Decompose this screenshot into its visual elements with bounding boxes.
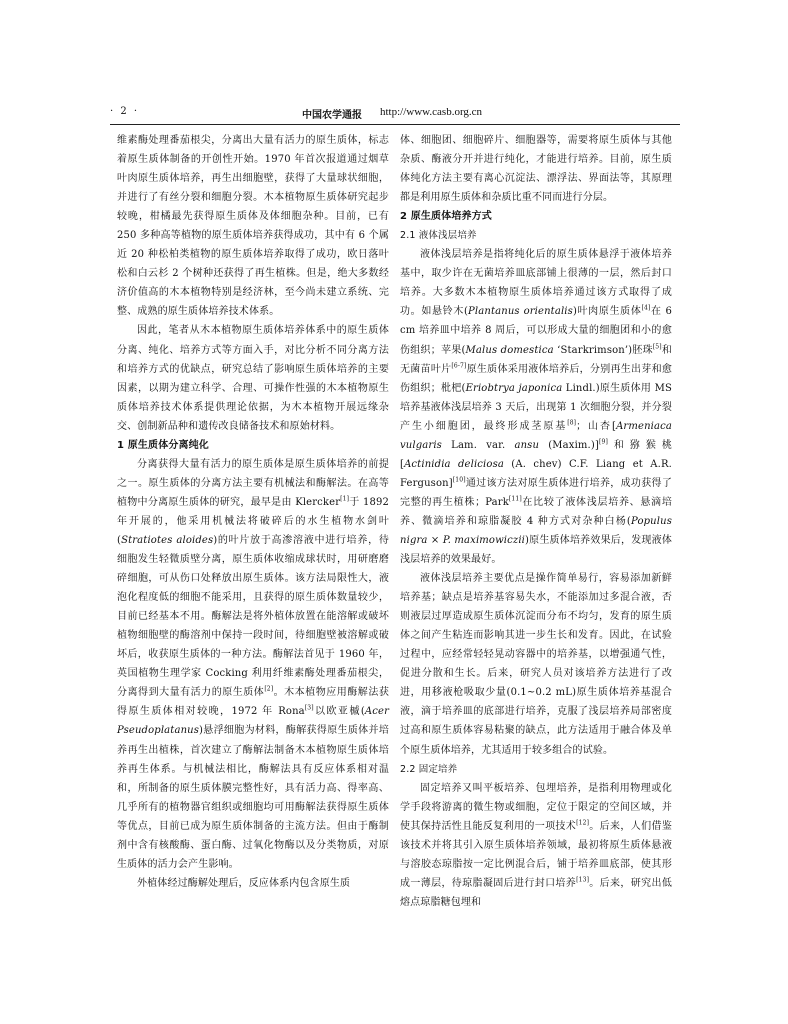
species-name: ansu (514, 439, 540, 451)
left-column (117, 131, 389, 893)
section-heading: 1 原生质体分离纯化 (117, 439, 209, 451)
citation[interactable]: [10] (452, 476, 466, 484)
paragraph: 分离获得大量有活力的原生质体是原生质体培养的前提之一。原生质体的分离方法主要有机械法和酶解法。在高等植物中分离原生质体的研究，最早是由 Klercker[1]于 1892 年开展的，他采用机械法将破碎后的水生植物水剑叶(Stratiotes aloides)的叶片放于高渗溶液中进行培养，待细胞发生轻微质壁分离，原生质体收缩成球状时，用研磨磨碎细胞，可从伤口处释放出原生质体。该方法局限性大，液泡化程度低的细胞不能采用，且获得的原生质体数量较少，目前已经基本不用。酶解法是将外植体放置在能溶解或破坏植物细胞壁的酶溶剂中保持一段时间，待细胞壁被溶解或破坏后，收获原生质体的一种方法。酶解法首见于 1960 年，英国植物生理学家 Cocking 利用纤维素酶处理番茄根尖，分离得到大量有活力的原生质体[2]。木本植物应用酶解法获得原生质体相对较晚，1972 年 Rona[3]以欧亚槭(Acer Pseudoplatanus)悬浮细胞为材料，酶解获得原生质体并培养再生出植株，首次建立了酶解法制备木本植物原生质体培养再生体系。与机械法相比，酶解法具有反应体系相对温和，所制备的原生质体膜完整性好，具有活力高、得率高、几乎所有的植物器官组织或细胞均可用酶解法获得原生质体等优点，目前已成为原生质体制备的主流方法。但由于酶制剂中含有核酸酶、蛋白酶、过氧化物酶以及分类物质，对原生质体的活力会产生影响。 (117, 458, 389, 870)
citation[interactable]: [8] (567, 419, 577, 427)
paragraph: 因此，笔者从木本植物原生质体培养体系中的原生质体分离、纯化、培养方式等方面入手，对比分析不同分离方法和培养方式的优缺点，研究总结了影响原生质体培养的主要因素，以期为建立科学、合理、可操作性强的木本植物原生质体培养技术体系提供理论依据，为木本植物开展远缘杂交、创制新品种和遗传改良储备技术和原始材料。 (117, 325, 389, 432)
paragraph: 液体浅层培养主要优点是操作简单易行，容易添加新鲜培养基；缺点是培养基容易失水，不能添加过多混合液，否则液层过厚造成原生质体沉淀而分布不均匀，发育的原生质体之间产生粘连而影响其进一步生长和发育。因此，在试验过程中，应经常轻轻晃动容器中的培养基，以增强通气性，促进分散和生长。后来，研究人员对该培养方法进行了改进，用移液枪吸取少量(0.1~0.2 mL)原生质体培养基混合液，滴于培养皿的底部进行培养，克服了浅层培养局部密度过高和原生质体容易粘聚的缺点，此方法适用于融合体及单个原生质体培养，尤其适用于较多组合的试验。 (400, 573, 672, 756)
right-column (400, 131, 672, 912)
paragraph: 外植体经过酶解处理后，反应体系内包含原生质 (137, 877, 351, 889)
paragraph: 固定培养又叫平板培养、包埋培养，是指利用物理或化学手段将游离的微生物或细胞，定位于限定的空间区域，并使其保持活性且能反复利用的一项技术[12]。后来，人们借鉴该技术并将其引入原生质体培养领域，最初将原生质体悬液与溶胶态琼脂按一定比例混合后，铺于培养皿底部，使其形成一薄层，待琼脂凝固后进行封口培养[13]。后来，研究出低熔点琼脂糖包埋和 (400, 782, 672, 908)
paragraph: 液体浅层培养是指将纯化后的原生质体悬浮于液体培养基中，取少许在无菌培养皿底部铺上很薄的一层，然后封口培养。大多数木本植物原生质体培养通过该方式取得了成功。如悬铃木(Plantanus orientalis)叶肉原生质体[4]在 6 cm 培养皿中培养 8 周后，可以形成大量的细胞团和小的愈伤组织；苹果(Malus domestica ‘Starkrimson’)胚珠[5]和无菌苗叶片[6-7]原生质体采用液体培养后，分别再生出芽和愈伤组织；枇杷(Eriobtrya japonica Lindl.)原生质体用 MS 培养基液体浅层培养 3 天后，出现第 1 次细胞分裂，并分裂产生小细胞团，最终形成茎原基[8]；山杏[Armeniaca vulgaris Lam. var. ansu (Maxim.)][9]和猕猴桃[Actinidia deliciosa (A. chev) C.F. Liang et A.R. Ferguson][10]通过该方法对原生质体进行培养，成功获得了完整的再生植株；Park[11]在比较了液体浅层培养、悬滴培养、微滴培养和琼脂凝胶 4 种方式对杂种白杨(Populus nigra × P. maximowiczii)原生质体培养效果后，发现液体浅层培养的效果最好。 (400, 249, 673, 566)
species-name: Acer Pseudoplatanus (117, 706, 389, 737)
species-name: Eriobtrya japonica (465, 382, 563, 394)
journal-url[interactable]: http://www.casb.org.cn (380, 106, 483, 118)
species-name: Stratiotes aloides (121, 534, 214, 546)
subsection-heading: 2.2 固定培养 (400, 763, 458, 775)
species-name: Actinidia deliciosa (404, 458, 504, 470)
citation[interactable]: [6-7] (451, 362, 467, 370)
citation[interactable]: [9] (599, 438, 608, 446)
header-rule (110, 124, 680, 125)
citation[interactable]: [11] (508, 495, 522, 503)
species-name: Armeniaca vulgaris (400, 420, 672, 451)
citation[interactable]: [4] (641, 305, 651, 313)
subsection-heading: 2.1 液体浅层培养 (400, 230, 477, 242)
species-name: Populus nigra × P. maximowiczii (400, 515, 672, 546)
citation[interactable]: [12] (576, 819, 590, 827)
section-heading: 2 原生质体培养方式 (400, 211, 492, 223)
species-name: Malus domestica (465, 344, 554, 356)
citation[interactable]: [2] (264, 686, 274, 694)
journal-title: 中国农学通报 (302, 110, 362, 121)
paragraph: 体、细胞团、细胞碎片、细胞器等，需要将原生质体与其他杂质、酶液分开并进行纯化，才能进行培养。目前，原生质体纯化方法主要有离心沉淀法、漂浮法、界面法等，其原理都是利用原生质体和杂质比重不同而进行分层。 (400, 135, 672, 204)
paragraph: 维素酶处理番茄根尖，分离出大量有活力的原生质体，标志着原生质体制备的开创性开始。1970 年首次报道通过烟草叶肉原生质体培养，再生出细胞壁，获得了大量球状细胞，并进行了有丝分裂和细胞分裂。木本植物原生质体研究起步较晚，柑橘最先获得原生质体及体细胞杂种。目前，已有 250 多种高等植物的原生质体培养获得成功，其中有 6 个属近 20 种松柏类植物的原生质体培养取得了成功，欧日落叶松和白云杉 2 个树种还获得了再生植株。但是，绝大多数经济价值高的木本植物特别是经济林，至今尚未建立系统、完整、成熟的原生质体培养技术体系。 (117, 135, 389, 318)
citation[interactable]: [1] (340, 495, 350, 503)
citation[interactable]: [5] (652, 343, 662, 351)
citation[interactable]: [3] (304, 705, 314, 713)
citation[interactable]: [13] (576, 876, 590, 884)
page-header (110, 104, 680, 122)
species-name: Plantanus orientalis (468, 306, 573, 318)
page-number: · 2 · (110, 106, 140, 117)
